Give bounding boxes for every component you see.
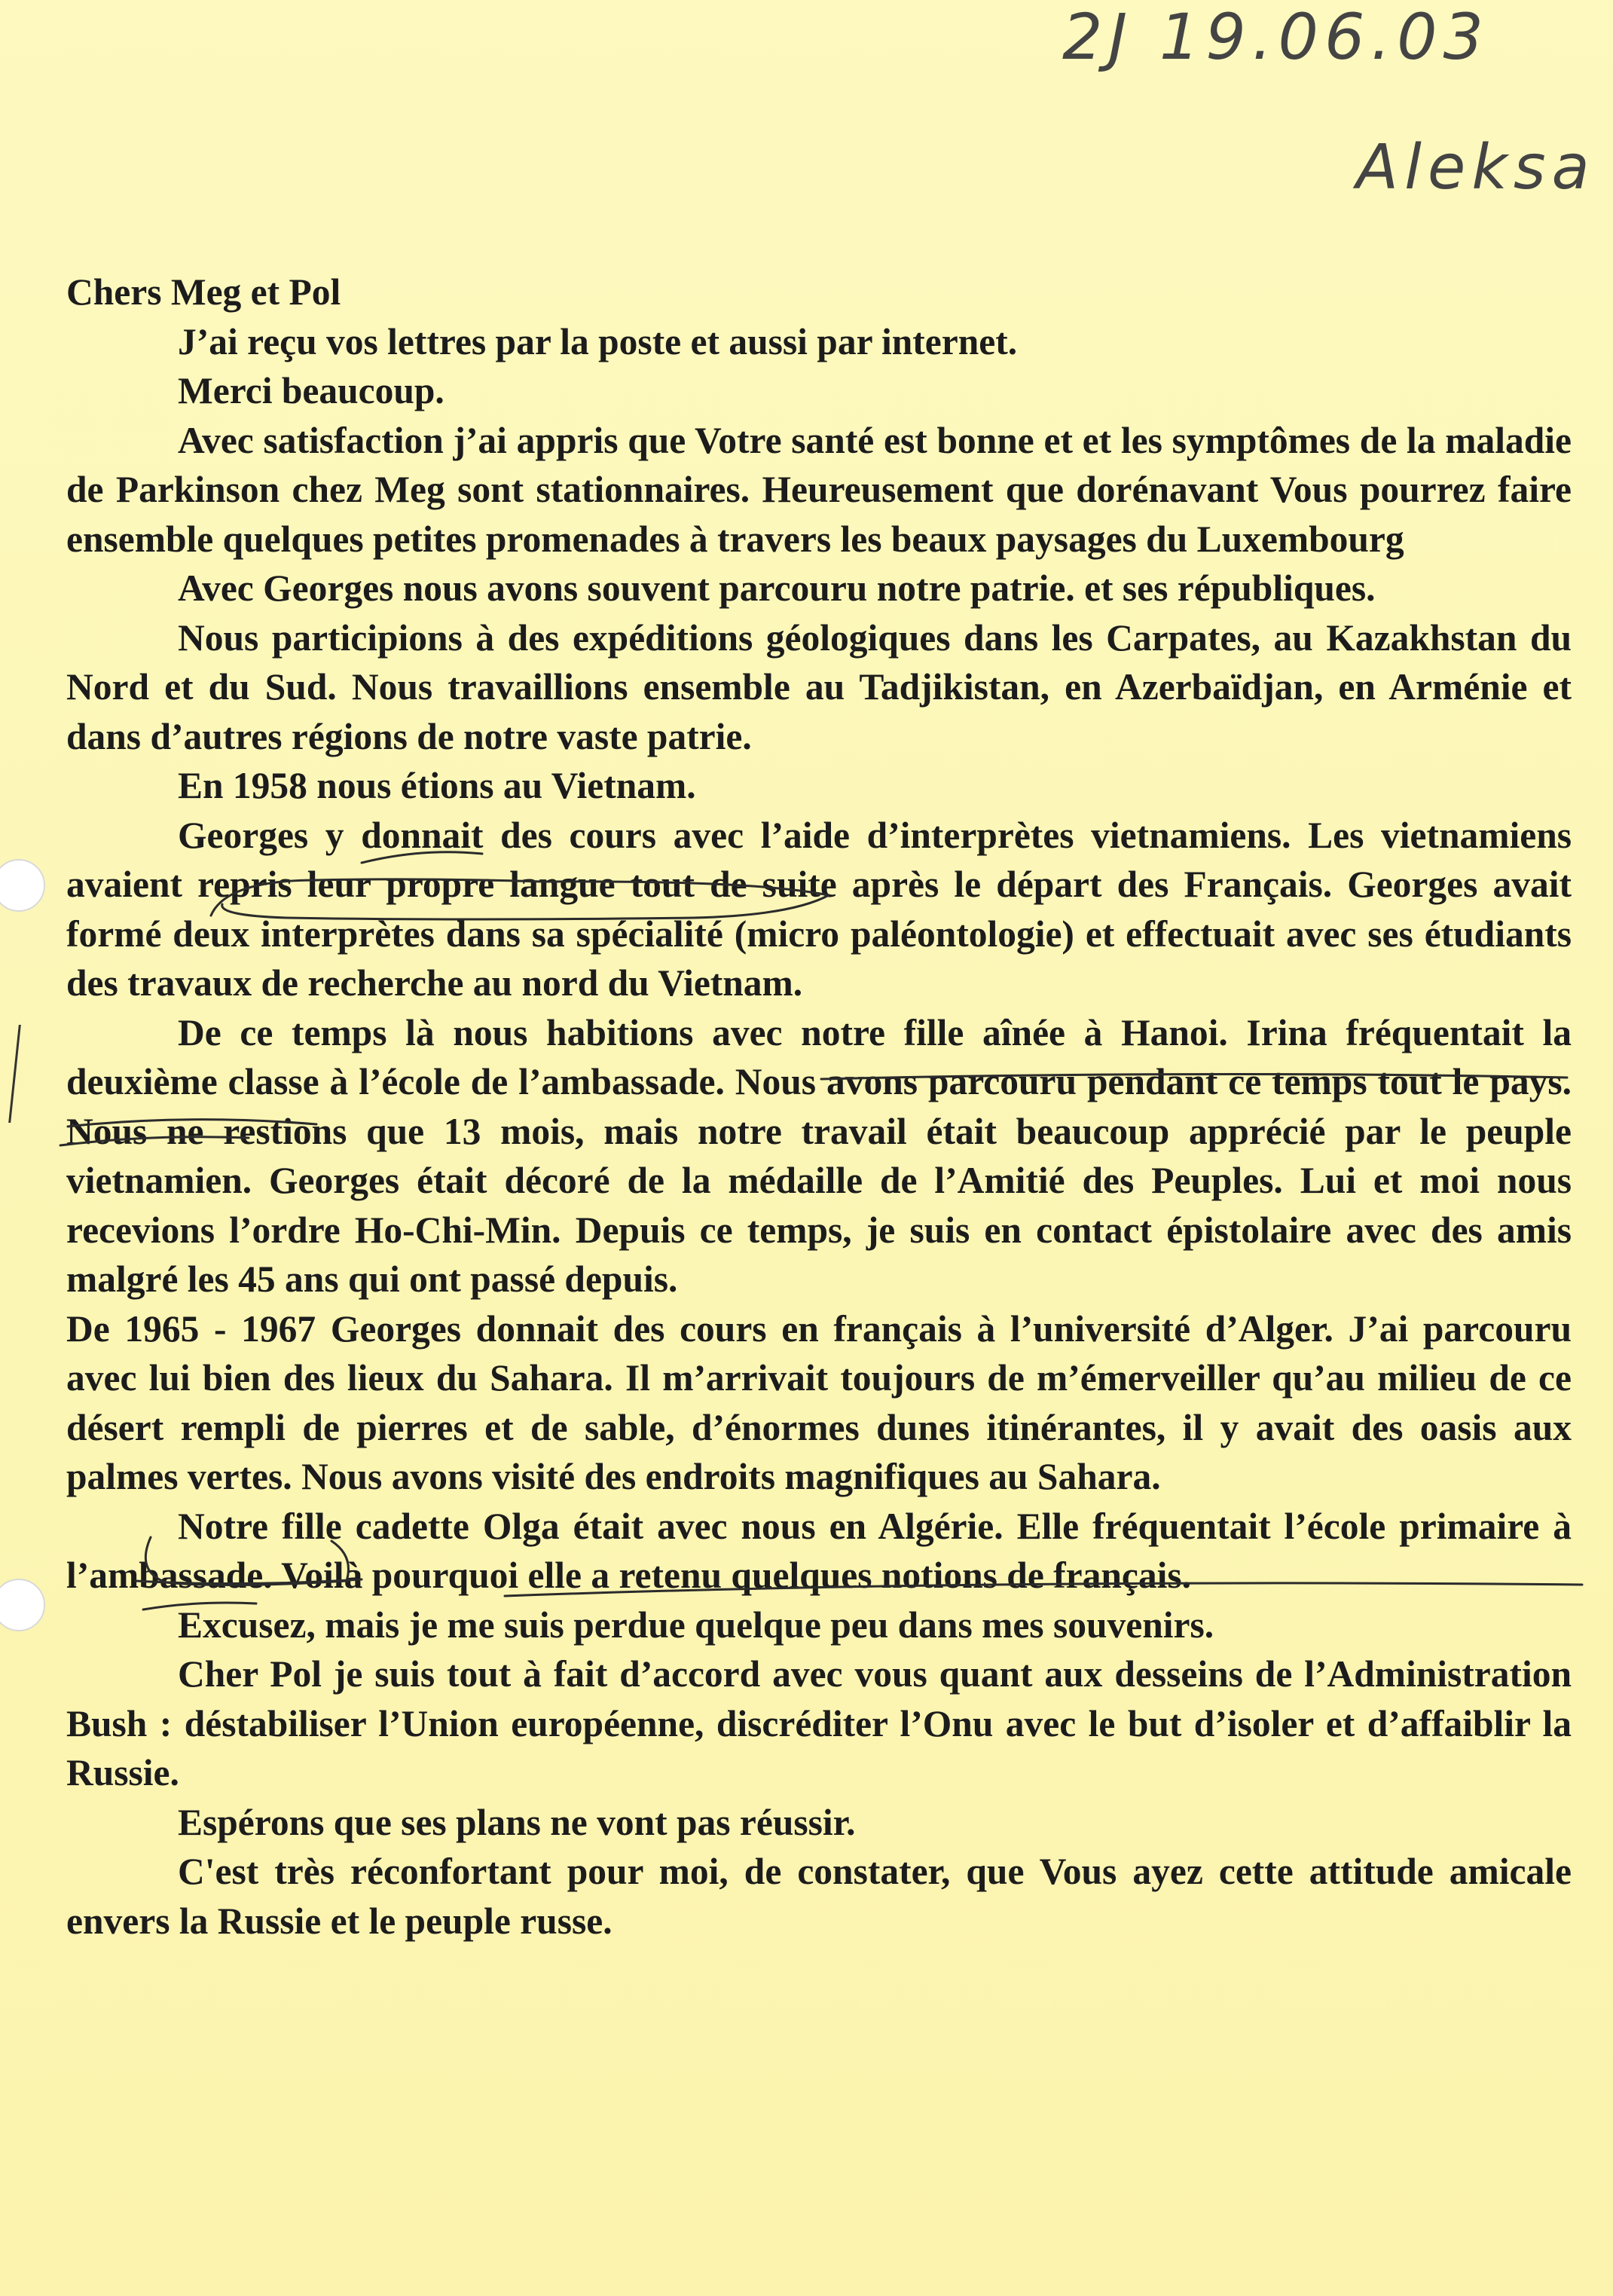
paragraph: Nous participions à des expéditions géologiques dans les Carpates, au Kazakhstan du Nord et du Sud. Nous travaillions ensemble au Tadjikistan, en Azerbaïdjan, en Arménie et dans d’autres régions de notre vaste patrie.	[66, 616, 1572, 757]
paragraph: En 1958 nous étions au Vietnam.	[178, 765, 696, 806]
paragraph: C'est très réconfortant pour moi, de constater, que Vous ayez cette attitude amicale envers la Russie et le peuple russe.	[66, 1851, 1572, 1942]
paragraph: De 1965 - 1967 Georges donnait des cours en français à l’université d’Alger. J’ai parcouru avec lui bien des lieux du Sahara. Il m’arrivait toujours de m’émerveiller qu’au milieu de ce désert rempli de pierres et de sable, d’énormes dunes itinérantes, il y avait des oasis aux palmes vertes. Nous avons visité des endroits magnifiques au Sahara.	[66, 1307, 1572, 1497]
paragraph: Excusez, mais je me suis perdue quelque peu dans mes souvenirs.	[178, 1604, 1214, 1646]
paragraph: Merci beaucoup.	[178, 370, 444, 411]
paragraph: Notre fille cadette Olga était avec nous en Algérie. Elle fréquentait l’école primaire à l’ambassade. Voilà pourquoi elle a retenu quelques notions de français.	[66, 1505, 1572, 1596]
handwritten-name: Aleksa	[1356, 132, 1596, 203]
paragraph: Avec Georges nous avons souvent parcouru notre patrie. et ses républiques.	[178, 567, 1376, 609]
handwritten-date: 2J 19.06.03	[1062, 0, 1489, 74]
paragraph: Georges y donnait des cours avec l’aide d’interprètes vietnamiens. Les vietnamiens avaient repris leur propre langue tout de suite après le départ des Français. Georges avait formé deux interprètes dans sa spécialité (micro paléontologie) et effectuait avec ses étudiants des travaux de recherche au nord du Vietnam.	[66, 814, 1572, 1004]
paragraph: Avec satisfaction j’ai appris que Votre santé est bonne et et les symptômes de la maladie de Parkinson chez Meg sont stationnaires. Heureusement que dorénavant Vous pourrez faire ensemble quelques petites promenades à travers les beaux paysages du Luxembourg	[66, 419, 1572, 560]
paragraph: Espérons que ses plans ne vont pas réussir.	[178, 1801, 856, 1843]
paragraph: J’ai reçu vos lettres par la poste et aussi par internet.	[178, 320, 1018, 362]
punch-hole	[0, 1579, 45, 1631]
paragraph: De ce temps là nous habitions avec notre fille aînée à Hanoi. Irina fréquentait la deuxième classe à l’école de l’ambassade. Nous avons parcouru pendant ce temps tout le pays. Nous ne restions que 13 mois, mais notre travail était beaucoup apprécié par le peuple vietnamien. Georges était décoré de la médaille de l’Amitié des Peuples. Lui et moi nous recevions l’ordre Ho-Chi-Min. Depuis ce temps, je suis en contact épistolaire avec des amis malgré les 45 ans qui ont passé depuis.	[66, 1011, 1572, 1300]
salutation: Chers Meg et Pol	[66, 271, 341, 313]
punch-hole	[0, 859, 45, 912]
paragraph: Cher Pol je suis tout à fait d’accord avec vous quant aux desseins de l’Administration Bush : déstabiliser l’Union européenne, discréditer l’Onu avec le but d’isoler et d’affaiblir la Russie.	[66, 1653, 1572, 1793]
margin-pencil-mark	[8, 1025, 32, 1123]
letter-body	[66, 268, 1572, 1946]
